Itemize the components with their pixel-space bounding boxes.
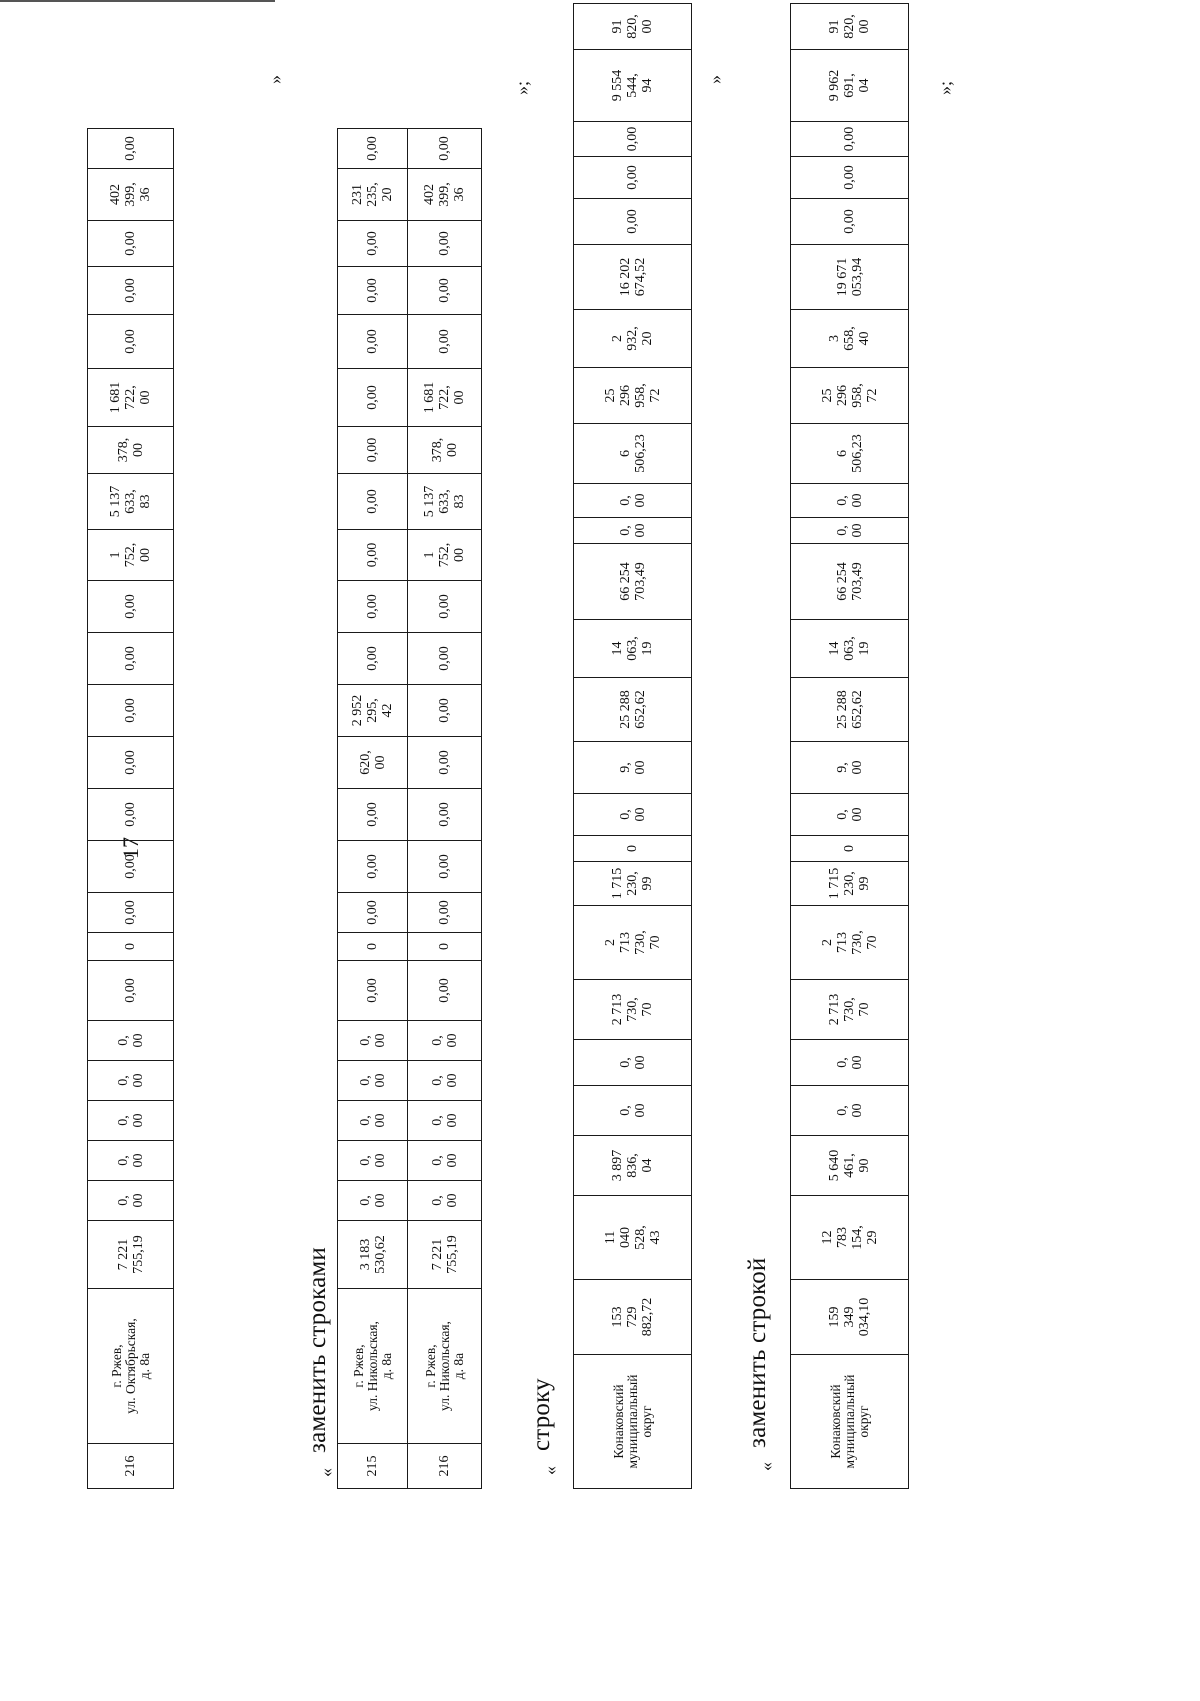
- table-cell: 0,00: [408, 685, 482, 737]
- table-konakovsky-replacement: [790, 3, 909, 1489]
- table-cell: 0, 00: [338, 1021, 408, 1061]
- table-cell: 0,00: [408, 961, 482, 1021]
- table-cell: 0, 00: [791, 1040, 909, 1086]
- table-cell: 3 183 530,62: [338, 1221, 408, 1289]
- table-cell: 0,00: [88, 893, 174, 933]
- closing-quote-2: »: [705, 75, 725, 84]
- table-cell: 0, 00: [791, 1086, 909, 1136]
- table-cell: 0: [338, 933, 408, 961]
- table-cell: 216: [408, 1444, 482, 1489]
- table-cell: 5 640 461, 90: [791, 1136, 909, 1196]
- table-cell: 402 399, 36: [408, 169, 482, 221]
- table-cell: 3 658, 40: [791, 310, 909, 368]
- table-cell: 66 254 703,49: [791, 544, 909, 620]
- table-cell: 0, 00: [338, 1101, 408, 1141]
- table-cell: 25 296 958, 72: [791, 368, 909, 424]
- table-cell: 0, 00: [338, 1061, 408, 1101]
- table-cell: 12 783 154, 29: [791, 1196, 909, 1280]
- table-cell: 0,00: [338, 129, 408, 169]
- table-cell: 0,00: [338, 581, 408, 633]
- table-cell: 0,00: [88, 961, 174, 1021]
- table-cell: 9, 00: [791, 742, 909, 794]
- table-cell: 0,00: [408, 841, 482, 893]
- table-cell: 0,00: [338, 315, 408, 369]
- table-cell: 0, 00: [408, 1101, 482, 1141]
- table-cell: 0,00: [408, 315, 482, 369]
- table-cell: 2 713 730, 70: [791, 906, 909, 980]
- table-cell: 402 399, 36: [88, 169, 174, 221]
- table-cell: 0, 00: [408, 1061, 482, 1101]
- table-cell: 0,00: [88, 315, 174, 369]
- table-cell: 0,00: [338, 893, 408, 933]
- table-cell: 0,00: [88, 129, 174, 169]
- table-cell: 0,00: [88, 737, 174, 789]
- label-replace-row: заменить строкой: [744, 1257, 771, 1448]
- table-cell: 0, 00: [408, 1141, 482, 1181]
- table-cell: 0,00: [338, 369, 408, 427]
- table-cell: 0,00: [408, 789, 482, 841]
- table-cell: 0,00: [574, 122, 692, 157]
- table-cell: 0, 00: [791, 518, 909, 544]
- table-cell: 91 820, 00: [574, 4, 692, 50]
- table-cell: 1 752, 00: [88, 530, 174, 581]
- table-cell: 0,00: [338, 841, 408, 893]
- table-cell: г. Ржев, ул. Никольская, д. 8а: [338, 1289, 408, 1444]
- table-buildings-215-216-replacement: [337, 128, 482, 1489]
- opening-quote-2: «: [540, 1466, 560, 1475]
- table-cell: 0, 00: [88, 1021, 174, 1061]
- table-cell: 0: [791, 836, 909, 862]
- table-cell: 0, 00: [574, 1086, 692, 1136]
- table-row: [574, 4, 692, 1489]
- table-cell: 620, 00: [338, 737, 408, 789]
- table-cell: 9, 00: [574, 742, 692, 794]
- table-row: [338, 129, 408, 1489]
- table-cell: 0,00: [88, 789, 174, 841]
- table-cell: 0: [574, 836, 692, 862]
- table-cell: 2 713 730, 70: [791, 980, 909, 1040]
- table-cell: 0, 00: [791, 484, 909, 518]
- table-cell: Конаковский муниципальный округ: [791, 1355, 909, 1489]
- table-cell: 0,00: [408, 129, 482, 169]
- opening-quote-1: «: [316, 1468, 336, 1477]
- table-cell: 153 729 882,72: [574, 1280, 692, 1355]
- table-cell: 1 715 230, 99: [574, 862, 692, 906]
- table-cell: 0,00: [338, 427, 408, 474]
- table-konakovsky-original: [573, 3, 692, 1489]
- table-cell: 0,00: [338, 789, 408, 841]
- table-cell: 0, 00: [338, 1141, 408, 1181]
- table-cell: 3 897 836, 04: [574, 1136, 692, 1196]
- table-cell: 0,00: [338, 221, 408, 267]
- table-cell: 0, 00: [88, 1141, 174, 1181]
- table-cell: 16 202 674,52: [574, 245, 692, 310]
- table-cell: 0: [88, 933, 174, 961]
- table-cell: 0, 00: [408, 1181, 482, 1221]
- table-cell: 25 288 652,62: [791, 678, 909, 742]
- table-cell: 159 349 034,10: [791, 1280, 909, 1355]
- table-cell: 0,00: [574, 157, 692, 199]
- table-cell: 25 296 958, 72: [574, 368, 692, 424]
- table-cell: 7 221 755,19: [88, 1221, 174, 1289]
- table-cell: 0, 00: [574, 1040, 692, 1086]
- table-cell: 231 235, 20: [338, 169, 408, 221]
- table-cell: 0,00: [338, 267, 408, 315]
- table-cell: 7 221 755,19: [408, 1221, 482, 1289]
- table-cell: 0,00: [88, 633, 174, 685]
- table-cell: 378, 00: [408, 427, 482, 474]
- table-cell: 216: [88, 1444, 174, 1489]
- table-cell: 2 713 730, 70: [574, 906, 692, 980]
- table-cell: 14 063, 19: [574, 620, 692, 678]
- table-row: [791, 4, 909, 1489]
- table-cell: 0,00: [791, 157, 909, 199]
- table-cell: 19 671 053,94: [791, 245, 909, 310]
- table-cell: 378, 00: [88, 427, 174, 474]
- closing-quote-semicolon-2: »;: [935, 80, 955, 95]
- table-cell: 9 962 691, 04: [791, 50, 909, 122]
- table-cell: 0,00: [574, 199, 692, 245]
- table-cell: 91 820, 00: [791, 4, 909, 50]
- table-cell: 0, 00: [408, 1021, 482, 1061]
- closing-quote-semicolon-1: »;: [512, 80, 532, 95]
- table-cell: 1 681 722, 00: [88, 369, 174, 427]
- table-cell: 0,00: [408, 221, 482, 267]
- table-cell: 14 063, 19: [791, 620, 909, 678]
- table-cell: 1 715 230, 99: [791, 862, 909, 906]
- table-cell: 0,00: [408, 737, 482, 789]
- table-cell: 0,00: [408, 267, 482, 315]
- table-cell: 0, 00: [88, 1101, 174, 1141]
- table-cell: 0,00: [338, 961, 408, 1021]
- table-cell: г. Ржев, ул. Никольская, д. 8а: [408, 1289, 482, 1444]
- table-cell: 25 288 652,62: [574, 678, 692, 742]
- table-cell: 0,00: [408, 581, 482, 633]
- page-number: 17: [118, 837, 143, 859]
- table-cell: 0,00: [338, 633, 408, 685]
- table-cell: 0,00: [88, 221, 174, 267]
- closing-quote-1: »: [265, 75, 285, 84]
- table-cell: 0,00: [88, 581, 174, 633]
- table-cell: 0,00: [88, 841, 174, 893]
- table-cell: 0,00: [338, 474, 408, 530]
- table-cell: 0, 00: [574, 518, 692, 544]
- table-cell: 0, 00: [88, 1181, 174, 1221]
- table-cell: 11 040 528, 43: [574, 1196, 692, 1280]
- table-cell: 1 681 722, 00: [408, 369, 482, 427]
- table-cell: 0: [408, 933, 482, 961]
- table-cell: 1 752, 00: [408, 530, 482, 581]
- table-cell: 0,00: [791, 122, 909, 157]
- table-cell: 2 952 295, 42: [338, 685, 408, 737]
- table-cell: 0, 00: [574, 484, 692, 518]
- opening-quote-3: «: [756, 1462, 776, 1471]
- table-row: [408, 129, 482, 1489]
- table-cell: 2 932, 20: [574, 310, 692, 368]
- table-cell: 5 137 633, 83: [88, 474, 174, 530]
- table-cell: 0, 00: [88, 1061, 174, 1101]
- table-cell: 5 137 633, 83: [408, 474, 482, 530]
- table-cell: 0,00: [88, 267, 174, 315]
- label-replace-rows: заменить строками: [304, 1246, 331, 1453]
- table-cell: 215: [338, 1444, 408, 1489]
- table-cell: 0,00: [338, 530, 408, 581]
- table-cell: Конаковский муниципальный округ: [574, 1355, 692, 1489]
- table-cell: 0, 00: [574, 794, 692, 836]
- table-cell: 0, 00: [338, 1181, 408, 1221]
- table-row: [88, 129, 174, 1489]
- table-building-216-original: [87, 128, 174, 1489]
- table-cell: 66 254 703,49: [574, 544, 692, 620]
- table-cell: 9 554 544, 94: [574, 50, 692, 122]
- table-cell: г. Ржев, ул. Октябрьская, д. 8а: [88, 1289, 174, 1444]
- table-cell: 0,00: [408, 893, 482, 933]
- table-cell: 6 506,23: [574, 424, 692, 484]
- table-cell: 2 713 730, 70: [574, 980, 692, 1040]
- table-cell: 0,00: [408, 633, 482, 685]
- table-cell: 0, 00: [791, 794, 909, 836]
- table-cell: 0,00: [791, 199, 909, 245]
- table-cell: 6 506,23: [791, 424, 909, 484]
- table-cell: 0,00: [88, 685, 174, 737]
- label-row: строку: [528, 1378, 555, 1451]
